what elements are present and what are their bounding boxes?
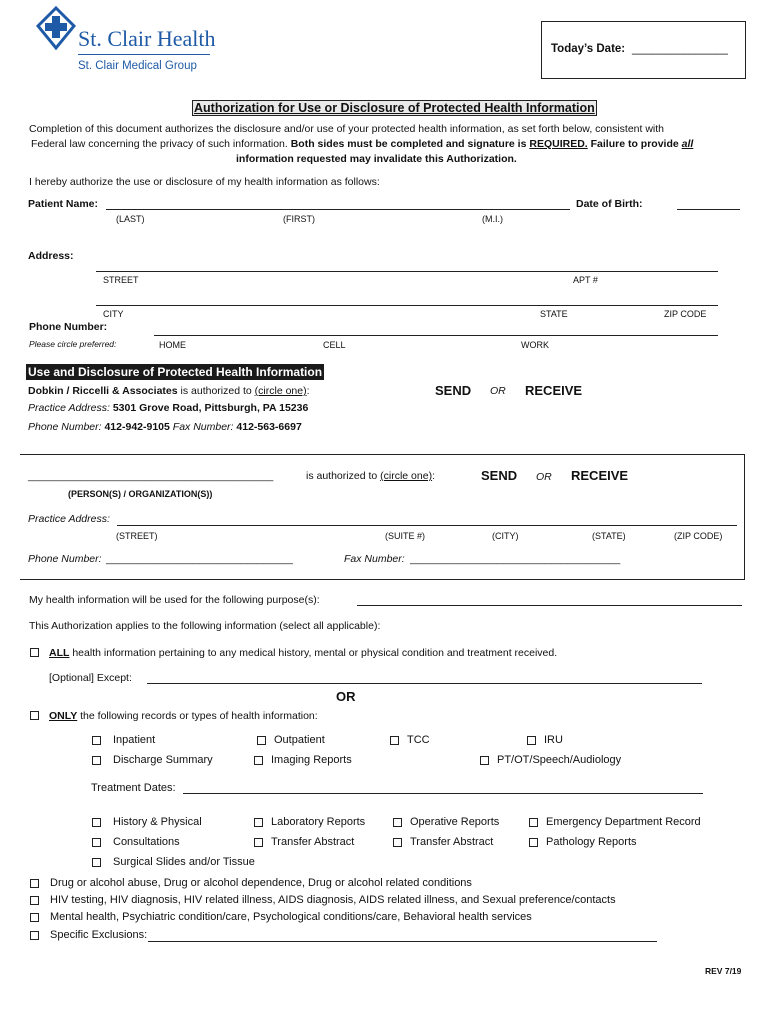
cell-option[interactable]: CELL [323,340,346,350]
checkbox-transfer-abstract-1[interactable] [254,838,263,847]
label-inpatient: Inpatient [113,734,156,746]
checkbox-surgical-slides[interactable] [92,858,101,867]
checkbox-operative-reports[interactable] [393,818,402,827]
first-label: (FIRST) [283,214,315,224]
dobkin-authorization-line: Dobkin / Riccelli & Associates is authorized to (circle one): [28,385,310,397]
checkbox-hiv[interactable] [30,896,39,905]
label-consultations: Consultations [113,836,180,848]
intro-line-2: Federal law concerning the privacy of such information. Both sides must be completed and signature is REQUIRED. Failure to provide all [31,138,694,150]
zip-label: ZIP CODE [664,309,707,319]
home-option[interactable]: HOME [159,340,186,350]
second-practice-field[interactable] [117,525,737,526]
checkbox-emergency-department[interactable] [529,818,538,827]
checkbox-inpatient[interactable] [92,736,101,745]
mi-label: (M.I.) [482,214,503,224]
today-date-box [541,21,746,79]
dob-field[interactable] [677,209,740,210]
hospital-cross-icon [36,6,76,50]
street-label: STREET [103,275,139,285]
second-fax-field[interactable]: ____________________________________ [410,553,621,565]
authorize-line: I hereby authorize the use or disclosure of my health information as follows: [29,176,380,188]
label-outpatient: Outpatient [274,734,325,746]
label-laboratory-reports: Laboratory Reports [271,816,366,828]
city-label: CITY [103,309,124,319]
today-date-field[interactable]: _______________ [632,43,728,55]
patient-name-field[interactable] [106,209,570,210]
checkbox-laboratory-reports[interactable] [254,818,263,827]
second-party-field[interactable]: __________________________________________ [28,470,274,482]
checkbox-iru[interactable] [527,736,536,745]
street-field[interactable] [96,271,718,272]
last-label: (LAST) [116,214,145,224]
receive-option-1[interactable]: RECEIVE [525,383,583,398]
phone-label: Phone Number: [29,321,108,333]
label-mental-health: Mental health, Psychiatric condition/care, Psychological conditions/care, Behavioral health services [50,911,532,923]
checkbox-history-physical[interactable] [92,818,101,827]
label-surgical-slides: Surgical Slides and/or Tissue [113,856,255,868]
label-drug-alcohol: Drug or alcohol abuse, Drug or alcohol dependence, Drug or alcohol related conditions [50,877,472,889]
dobkin-contact-line: Phone Number: 412-942-9105 Fax Number: 412-563-6697 [28,421,302,433]
second-zip-label: (ZIP CODE) [674,531,723,541]
only-checkbox[interactable] [30,711,39,720]
second-phone-field[interactable]: ________________________________ [106,553,293,565]
checkbox-drug-alcohol[interactable] [30,879,39,888]
label-specific-exclusions: Specific Exclusions: [50,929,148,941]
checkbox-tcc[interactable] [390,736,399,745]
label-tcc: TCC [407,734,430,746]
work-option[interactable]: WORK [521,340,549,350]
label-imaging-reports: Imaging Reports [271,754,352,766]
revision-label: REV 7/19 [705,966,742,976]
optional-except-label: [Optional] Except: [49,672,132,684]
use-disclosure-header: Use and Disclosure of Protected Health Information [28,365,323,379]
label-history-physical: History & Physical [113,816,202,828]
checkbox-transfer-abstract-2[interactable] [393,838,402,847]
label-pathology-reports: Pathology Reports [546,836,637,848]
patient-name-label: Patient Name: [28,198,99,210]
circle-preferred-note: Please circle preferred: [29,339,117,349]
form-title: Authorization for Use or Disclosure of Protected Health Information [194,101,595,115]
logo [36,6,216,76]
intro-line-1: Completion of this document authorizes the disclosure and/or use of your protected health information, as set forth below, consistent with [29,123,665,135]
label-operative-reports: Operative Reports [410,816,500,828]
phone-field[interactable] [154,335,718,336]
receive-option-2[interactable]: RECEIVE [571,468,629,483]
apt-label: APT # [573,275,598,285]
second-suite-label: (SUITE #) [385,531,426,541]
today-date-label: Today’s Date: [551,43,626,55]
send-option-1[interactable]: SEND [435,383,472,398]
checkbox-pt-ot-speech[interactable] [480,756,489,765]
checkbox-mental-health[interactable] [30,913,39,922]
specific-exclusions-field[interactable] [148,941,657,942]
second-practice-label: Practice Address: [28,513,110,525]
label-transfer-abstract-1: Transfer Abstract [271,836,355,848]
label-discharge-summary: Discharge Summary [113,754,213,766]
checkbox-consultations[interactable] [92,838,101,847]
checkbox-discharge-summary[interactable] [92,756,101,765]
state-label: STATE [540,309,568,319]
purpose-label: My health information will be used for the following purpose(s): [29,594,320,606]
second-party-authorized-line: is authorized to (circle one): [306,470,435,482]
label-pt-ot-speech: PT/OT/Speech/Audiology [497,754,622,766]
city-field[interactable] [96,305,718,306]
checkbox-imaging-reports[interactable] [254,756,263,765]
treatment-dates-label: Treatment Dates: [91,782,176,794]
only-option-line: ONLY the following records or types of health information: [49,710,318,722]
or-label-2: OR [536,471,552,483]
all-checkbox[interactable] [30,648,39,657]
logo-name: St. Clair Health [78,26,216,51]
second-state-label: (STATE) [592,531,626,541]
second-fax-label: Fax Number: [344,553,405,565]
second-city-label: (CITY) [492,531,519,541]
label-iru: IRU [544,734,563,746]
applies-label: This Authorization applies to the following information (select all applicable): [29,620,381,632]
persons-label: (PERSON(S) / ORGANIZATION(S)) [68,489,213,499]
address-label: Address: [28,250,74,262]
logo-subname: St. Clair Medical Group [78,60,197,72]
treatment-dates-field[interactable] [183,793,703,794]
second-phone-label: Phone Number: [28,553,102,565]
optional-except-field[interactable] [147,683,702,684]
label-hiv: HIV testing, HIV diagnosis, HIV related illness, AIDS diagnosis, AIDS related illness, and Sexual preference/contacts [50,894,616,906]
second-street-label: (STREET) [116,531,158,541]
purpose-field[interactable] [357,605,742,606]
dob-label: Date of Birth: [576,198,643,210]
or-label-1: OR [490,385,506,397]
checkbox-specific-exclusions[interactable] [30,931,39,940]
all-option-line: ALL health information pertaining to any medical history, mental or physical condition and treatment received. [49,647,558,659]
practice-address-line: Practice Address: 5301 Grove Road, Pittsburgh, PA 15236 [28,402,309,414]
label-emergency-department: Emergency Department Record [546,816,701,828]
or-divider: OR [336,689,356,704]
send-option-2[interactable]: SEND [481,468,518,483]
checkbox-outpatient[interactable] [257,736,266,745]
intro-line-3: information requested may invalidate this Authorization. [236,153,517,165]
checkbox-pathology-reports[interactable] [529,838,538,847]
label-transfer-abstract-2: Transfer Abstract [410,836,494,848]
